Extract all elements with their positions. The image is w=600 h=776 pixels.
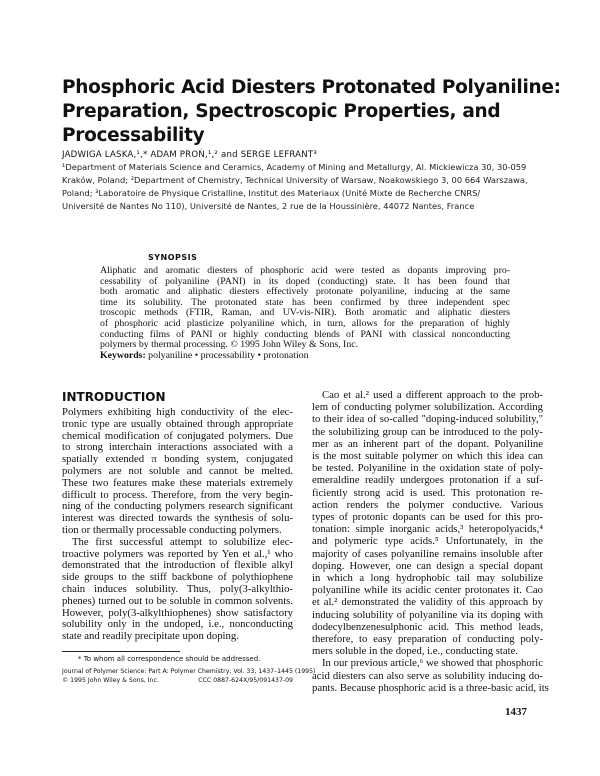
body-text-line: These two features make these materials extremely xyxy=(62,476,293,489)
body-text-line: acid diesters can also serve as solubility inducing do- xyxy=(312,669,543,682)
body-text-line: inducing solubility of polyaniline via its doping with xyxy=(312,608,543,621)
title-line-2: Preparation, Spectroscopic Properties, and Processability xyxy=(62,101,501,146)
body-text-line: ning of the conducting polymers research significant xyxy=(62,500,293,513)
body-text-line: pants. Because phosphoric acid is a three-basic acid, its xyxy=(312,681,549,694)
body-text-line: be tested. Polyaniline in the oxidation state of poly- xyxy=(312,462,543,475)
abstract xyxy=(100,266,510,361)
body-text-line: The first successful attempt to solubilize elec- xyxy=(72,535,293,548)
page-number: 1437 xyxy=(505,706,527,718)
footnote-rule xyxy=(62,651,180,652)
body-text-line: mers soluble in the doped, i.e., conducting state. xyxy=(312,645,518,658)
body-text-line: solubility only in the undoped, i.e., nonconducting xyxy=(62,618,293,631)
left-column xyxy=(62,407,293,643)
abstract-line: troscopic methods (FTIR, Raman, and UV-vis-NIR). Both aromatic and aliphatic diesters xyxy=(100,307,510,319)
body-text-line: dodecylbenzenesulphonic acid. This method leads, xyxy=(312,620,543,633)
author-list: JADWIGA LASKA,¹,* ADAM PROŃ,¹,² and SERGE LEFRANT³ xyxy=(62,150,317,160)
body-text-line: majority of cases polyaniline remains insoluble after xyxy=(312,547,543,560)
abstract-line: Aliphatic and aromatic diesters of phosphoric acid were tested as dopants improving pro- xyxy=(100,265,510,276)
body-text-line: Cao et al.² used a different approach to the prob- xyxy=(322,389,543,401)
abstract-line: time its solubility. The protonated state has been confirmed by three independent spec xyxy=(100,296,510,308)
body-text-line: is the most suitable polymer on which this idea can xyxy=(312,450,543,463)
body-text-line: et al.² demonstrated the validity of this approach by xyxy=(312,596,543,609)
keywords-label: Keywords: xyxy=(100,349,146,361)
body-text-line: spatially extended π bonding system, conjugated xyxy=(62,453,293,466)
affiliation-line: Kraków, Poland; ²Department of Chemistry, Technical University of Warsaw, Noakowskiego 3, 00 664 Warszawa, xyxy=(62,175,528,185)
body-text-line: types of protonic dopants can be used for this pro- xyxy=(312,511,543,524)
copyright: © 1995 John Wiley & Sons, Inc. xyxy=(62,677,159,684)
keywords-list: polyaniline • processability • protonation xyxy=(148,349,309,361)
affiliation-line: ¹Department of Materials Science and Ceramics, Academy of Mining and Metallurgy, Al. Mickiewicza 30, 30-059 xyxy=(62,162,527,172)
title-line-1: Phosphoric Acid Diesters Protonated Polyaniline: xyxy=(62,77,561,98)
body-text-line: mer as an inherent part of the dopant. Polyaniline xyxy=(312,437,543,450)
body-text-line: troactive polymers was reported by Yen et al.,¹ who xyxy=(62,547,293,560)
body-text-line: ficiently strong acid is used. This protonation re- xyxy=(312,486,543,499)
abstract-line: of phosphoric acid plasticize polyaniline which, in turn, allows for the preparation of highly xyxy=(100,317,510,329)
abstract-line: conducting films of PANI or highly conducting blends of PANI with classical nonconducting xyxy=(100,328,510,340)
body-text-line: tronic type are usually obtained through appropriate xyxy=(62,417,293,430)
body-text-line: doping. However, one can design a special dopant xyxy=(312,559,543,572)
body-text-line: chain induces solubility. Thus, poly(3-alkylthio- xyxy=(62,582,293,595)
body-text-line: In our previous article,⁶ we showed that phosphoric xyxy=(322,657,543,670)
paper-title xyxy=(62,76,600,148)
abstract-line: cessability of polyaniline (PANI) in its doped (conducting) state. It has been found that xyxy=(100,275,510,287)
body-text-line: to strong interchain interactions associated with a xyxy=(62,441,293,454)
body-text-line: polyaniline while its acidic center protonates it. Cao xyxy=(312,584,543,597)
body-text-line: phenes) turned out to be soluble in common solvents. xyxy=(62,594,293,607)
body-text-line: polymers are not soluble and cannot be melted. xyxy=(62,464,293,477)
body-text-line: difficult to process. Therefore, from the very begin- xyxy=(62,488,293,501)
body-text-line: therefore, to easy preparation of conducting poly- xyxy=(312,633,543,646)
body-text-line: action renders the polymer conductive. Various xyxy=(312,498,543,511)
right-column xyxy=(312,389,549,694)
body-text-line: chemical modification of conjugated polymers. Due xyxy=(62,429,293,442)
affiliations xyxy=(62,161,540,213)
body-text-line: tion or thermally processable conducting polymers. xyxy=(62,523,282,536)
body-text-line: Polymers exhibiting high conductivity of the elec- xyxy=(62,406,293,418)
body-text-line: side groups to the stiff backbone of polythiophene xyxy=(62,571,293,584)
abstract-line: polymers by thermal processing. © 1995 John Wiley & Sons, Inc. xyxy=(100,339,359,351)
body-text-line: and polymeric type acids.⁵ Unfortunately, in the xyxy=(312,535,543,548)
body-text-line: However, poly(3-alkylthiophenes) show satisfactory xyxy=(62,606,293,619)
body-text-line: in which a long hydrophobic tail may solubilize xyxy=(312,572,543,585)
body-text-line: to their idea of so-called "doping-induced solubility," xyxy=(312,413,543,426)
journal-info xyxy=(62,667,316,685)
body-text-line: emeraldine readily undergoes protonation if a suf- xyxy=(312,474,543,487)
keywords xyxy=(100,351,510,362)
footnote: * To whom all correspondence should be addressed. xyxy=(78,655,261,663)
affiliation-line: Poland; ³Laboratoire de Physique Cristalline, Institut des Materiaux (Unité Mixte de Recherche CNRS/ xyxy=(62,188,481,198)
ccc-code: CCC 0887-624X/95/091437-09 xyxy=(198,677,293,684)
abstract-line: both aromatic and aliphatic diesters effectively protonate polyaniline, inducing at the same xyxy=(100,286,510,298)
body-text-line: lem of conducting polymer solubilization. According xyxy=(312,401,543,414)
synopsis-heading: SYNOPSIS xyxy=(148,253,198,262)
section-heading-introduction: INTRODUCTION xyxy=(62,390,166,404)
body-text-line: demonstrated that the introduction of flexible alkyl xyxy=(62,559,293,572)
body-text-line: interest was directed towards the synthesis of solu- xyxy=(62,512,293,525)
body-text-line: tonation: simple inorganic acids,³ heteropolyacids,⁴ xyxy=(312,523,543,536)
body-text-line: the solubilizing group can be introduced to the poly- xyxy=(312,425,543,438)
body-text-line: state and readily precipitate upon doping. xyxy=(62,630,239,643)
journal-citation: Journal of Polymer Science: Part A: Polymer Chemistry, Vol. 33, 1437–1445 (1995) xyxy=(62,668,316,675)
affiliation-line: Université de Nantes No 110), Université de Nantes, 2 rue de la Houssinière, 44072 Nantes, France xyxy=(62,201,475,211)
